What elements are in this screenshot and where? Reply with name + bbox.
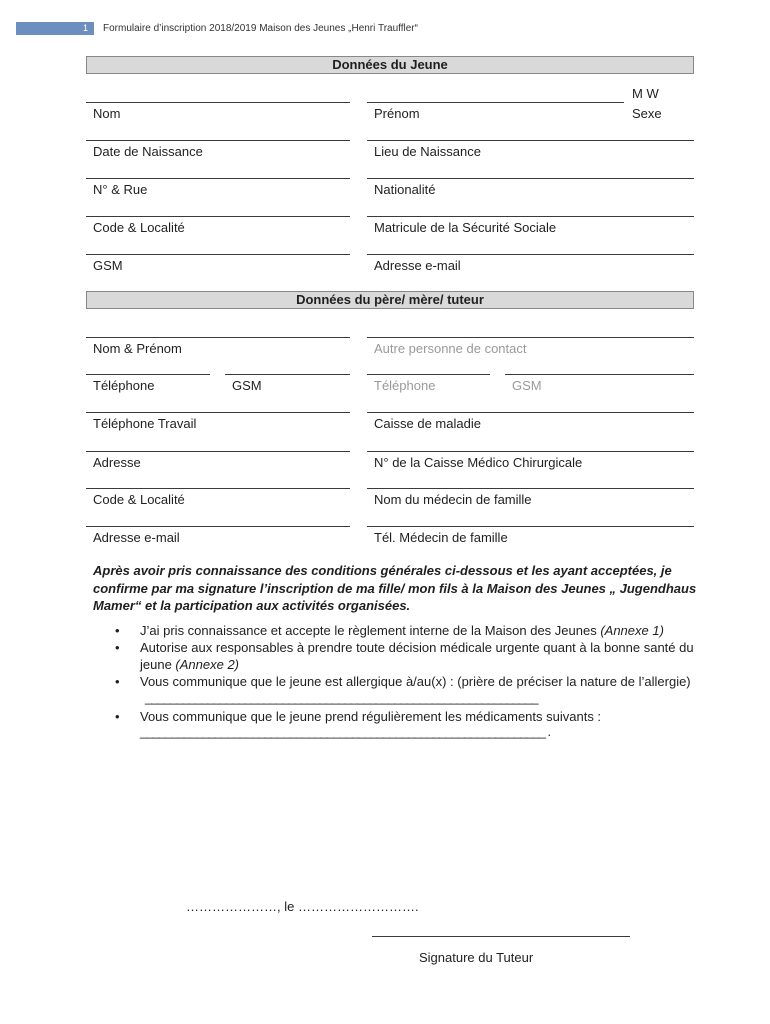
gsm-label: GSM (93, 258, 123, 273)
bullet-icon: • (115, 640, 120, 655)
annex-ref: (Annexe 1) (600, 623, 664, 638)
matricule-label: Matricule de la Sécurité Sociale (374, 220, 557, 235)
bullet-icon: • (115, 674, 120, 689)
parent-nom-label: Nom & Prénom (93, 341, 182, 356)
caisse-medico-label: N° de la Caisse Médico Chirurgicale (374, 455, 583, 470)
autre-telephone-label: Téléphone (374, 378, 436, 393)
code-localite-label: Code & Localité (93, 220, 185, 235)
medication-blank[interactable]: _________________________________________________________________ . (140, 724, 551, 739)
rue-line[interactable] (86, 178, 350, 179)
tel-medecin-label: Tél. Médecin de famille (374, 530, 508, 545)
nom-medecin-label: Nom du médecin de famille (374, 492, 532, 507)
section-parent-title: Données du père/ mère/ tuteur (86, 291, 694, 309)
autre-contact-line[interactable] (367, 337, 694, 338)
nom-medecin-line[interactable] (367, 488, 694, 489)
consent-statement: Après avoir pris connaissance des conditions générales ci-dessous et les ayant acceptées, je confirme par ma signature l’inscription de ma fille/ mon fils à la Maison des Jeunes „ Jugendhaus Mamer“ et la participation aux activités organisées. (93, 563, 697, 613)
page-number: 1 (16, 22, 94, 35)
condition-text: Autorise aux responsables à prendre toute décision médicale urgente quant à la bonne santé du jeune (140, 640, 694, 672)
conditions-list (93, 622, 708, 743)
autre-gsm-label: GSM (512, 378, 542, 393)
lieu-naissance-line[interactable] (367, 140, 694, 141)
prenom-field-line[interactable] (367, 102, 624, 103)
sexe-label: Sexe (632, 106, 662, 121)
gsm-line[interactable] (86, 254, 350, 255)
parent-gsm-label: GSM (232, 378, 262, 393)
list-item (93, 673, 708, 690)
adresse-line[interactable] (86, 451, 350, 452)
parent-gsm-line[interactable] (225, 374, 350, 375)
allergy-blank[interactable]: _______________________________________________________________ (145, 690, 538, 705)
parent-nom-line[interactable] (86, 337, 350, 338)
caisse-maladie-line[interactable] (367, 412, 694, 413)
parent-code-localite-label: Code & Localité (93, 492, 185, 507)
annex-ref: (Annexe 2) (175, 657, 240, 672)
list-item (93, 639, 708, 673)
tel-travail-line[interactable] (86, 412, 350, 413)
tel-medecin-line[interactable] (367, 526, 694, 527)
date-naissance-label: Date de Naissance (93, 144, 203, 159)
code-localite-line[interactable] (86, 216, 350, 217)
lieu-naissance-label: Lieu de Naissance (374, 144, 481, 159)
condition-text: Vous communique que le jeune prend régulièrement les médicaments suivants : (140, 709, 602, 724)
prenom-label: Prénom (374, 106, 420, 121)
nationalite-line[interactable] (367, 178, 694, 179)
date-place-line[interactable]: …………………, le ………………………. (186, 899, 419, 914)
medication-blank-row (93, 725, 708, 743)
form-header-title: Formulaire d’inscription 2018/2019 Maison des Jeunes „Henri Trauffler“ (103, 23, 418, 34)
telephone-label: Téléphone (93, 378, 155, 393)
section-youth-title: Données du Jeune (86, 56, 694, 74)
bullet-icon: • (115, 709, 120, 724)
adresse-label: Adresse (93, 455, 141, 470)
parent-email-label: Adresse e-mail (93, 530, 180, 545)
bullet-icon: • (115, 623, 120, 638)
list-item (93, 622, 708, 639)
autre-gsm-line[interactable] (505, 374, 694, 375)
email-label: Adresse e-mail (374, 258, 461, 273)
parent-email-line[interactable] (86, 526, 350, 527)
signature-line[interactable] (372, 936, 630, 937)
date-naissance-line[interactable] (86, 140, 350, 141)
email-line[interactable] (367, 254, 694, 255)
condition-text: J’ai pris connaissance et accepte le règlement interne de la Maison des Jeunes (140, 623, 601, 638)
tel-travail-label: Téléphone Travail (93, 416, 197, 431)
sexe-options[interactable]: M W (632, 86, 659, 101)
rue-label: N° & Rue (93, 182, 148, 197)
telephone-line[interactable] (86, 374, 210, 375)
matricule-line[interactable] (367, 216, 694, 217)
nom-field-line[interactable] (86, 102, 350, 103)
signature-label: Signature du Tuteur (419, 950, 534, 965)
caisse-maladie-label: Caisse de maladie (374, 416, 481, 431)
nom-label: Nom (93, 106, 121, 121)
autre-telephone-line[interactable] (367, 374, 490, 375)
allergy-blank-row (93, 690, 708, 708)
parent-code-localite-line[interactable] (86, 488, 350, 489)
caisse-medico-line[interactable] (367, 451, 694, 452)
nationalite-label: Nationalité (374, 182, 436, 197)
condition-text: Vous communique que le jeune est allergique à/au(x) : (prière de préciser la nature de l’allergie) (140, 674, 691, 689)
autre-contact-label: Autre personne de contact (374, 341, 527, 356)
